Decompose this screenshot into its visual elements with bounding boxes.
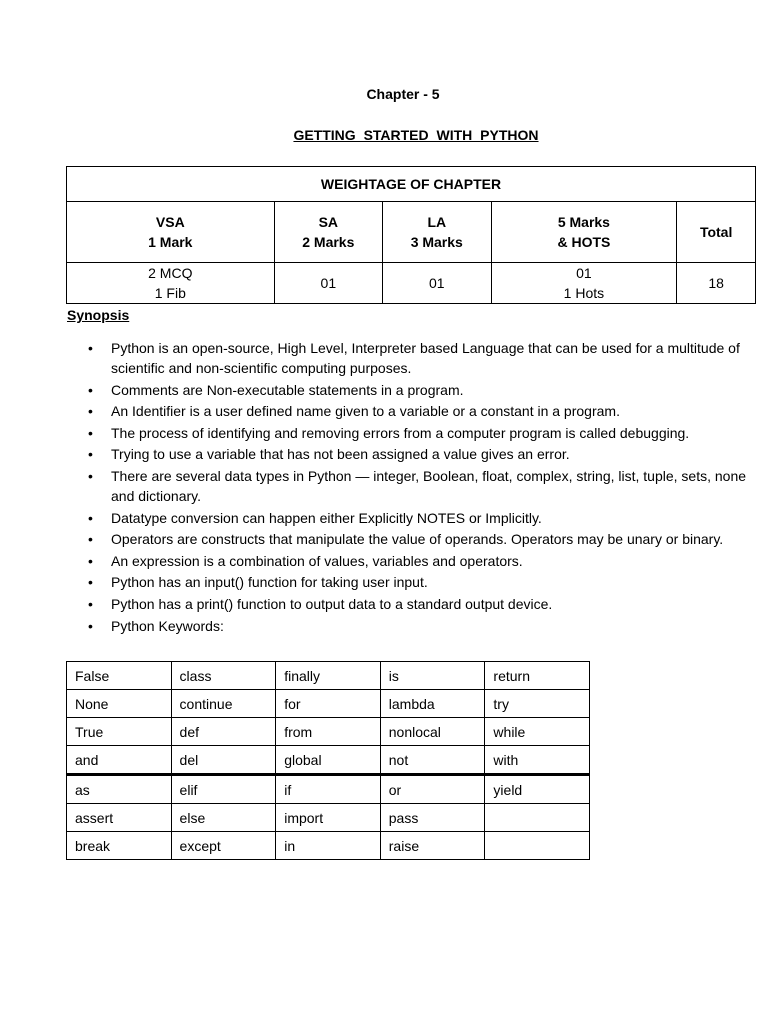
list-item bbox=[0, 338, 768, 378]
bullet-icon: • bbox=[88, 595, 93, 612]
weightage-val-sa: 01 bbox=[274, 263, 382, 304]
col-label: LA bbox=[427, 214, 447, 230]
table-row bbox=[67, 775, 590, 804]
bullet-icon: • bbox=[88, 424, 93, 441]
keyword-cell: as bbox=[67, 775, 172, 804]
list-item bbox=[0, 423, 768, 443]
weightage-col-hots bbox=[491, 202, 677, 263]
weightage-table bbox=[66, 166, 756, 304]
col-sublabel: 2 Marks bbox=[302, 234, 355, 250]
keyword-cell: class bbox=[171, 662, 276, 690]
keyword-cell: not bbox=[380, 746, 485, 775]
list-item-text: Datatype conversion can happen either Explicitly NOTES or Implicitly. bbox=[111, 509, 542, 526]
keyword-cell: global bbox=[276, 746, 381, 775]
bullet-icon: • bbox=[88, 381, 93, 398]
col-label: VSA bbox=[155, 214, 185, 230]
chapter-number: Chapter - 5 bbox=[366, 86, 440, 102]
weightage-col-la bbox=[383, 202, 491, 263]
list-item bbox=[0, 572, 768, 592]
weightage-col-sa bbox=[274, 202, 382, 263]
keyword-cell: and bbox=[67, 746, 172, 775]
list-item-text: Python is an open-source, High Level, Interpreter based Language that can be used for a multitude of scientific and non-scientific computing purposes. bbox=[111, 340, 740, 376]
list-item bbox=[0, 594, 768, 614]
keyword-cell: except bbox=[171, 832, 276, 860]
bullet-icon: • bbox=[88, 340, 93, 356]
bullet-icon: • bbox=[88, 574, 93, 591]
keyword-cell: try bbox=[485, 690, 590, 718]
list-item bbox=[0, 551, 768, 571]
table-row bbox=[67, 662, 590, 690]
keyword-cell: raise bbox=[380, 832, 485, 860]
keywords-table-body bbox=[67, 662, 590, 860]
val-line: 1 Hots bbox=[563, 285, 605, 301]
weightage-val-hots bbox=[491, 263, 677, 304]
col-label: Total bbox=[699, 224, 733, 240]
synopsis-heading: Synopsis bbox=[67, 307, 130, 323]
keyword-cell: nonlocal bbox=[380, 718, 485, 746]
weightage-heading: WEIGHTAGE OF CHAPTER bbox=[67, 167, 756, 202]
list-item-text: An expression is a combination of values, variables and operators. bbox=[111, 552, 523, 569]
keyword-cell: while bbox=[485, 718, 590, 746]
table-row bbox=[67, 804, 590, 832]
keyword-cell: lambda bbox=[380, 690, 485, 718]
bullet-icon: • bbox=[88, 446, 93, 463]
list-item bbox=[0, 529, 768, 549]
keyword-cell: with bbox=[485, 746, 590, 775]
keyword-cell: True bbox=[67, 718, 172, 746]
bullet-icon: • bbox=[88, 552, 93, 569]
keyword-cell: def bbox=[171, 718, 276, 746]
keyword-cell bbox=[485, 804, 590, 832]
list-item bbox=[0, 616, 768, 636]
keyword-cell: if bbox=[276, 775, 381, 804]
list-item-text: Operators are constructs that manipulate the value of operands. Operators may be unary or binary. bbox=[111, 531, 724, 548]
list-item-text: The process of identifying and removing errors from a computer program is called debugging. bbox=[111, 424, 690, 441]
keyword-cell: from bbox=[276, 718, 381, 746]
keyword-cell: finally bbox=[276, 662, 381, 690]
keyword-cell: else bbox=[171, 804, 276, 832]
bullet-icon: • bbox=[88, 617, 93, 634]
list-item-text: Python has an input() function for taking user input. bbox=[111, 574, 428, 591]
keyword-cell: for bbox=[276, 690, 381, 718]
weightage-col-vsa bbox=[67, 202, 275, 263]
col-sublabel: 1 Mark bbox=[148, 234, 193, 250]
keyword-cell: None bbox=[67, 690, 172, 718]
bullet-icon: • bbox=[88, 509, 93, 526]
weightage-val-la: 01 bbox=[383, 263, 491, 304]
keyword-cell: False bbox=[67, 662, 172, 690]
list-item-text: Comments are Non-executable statements in a program. bbox=[111, 381, 464, 398]
chapter-title-text: GETTING STARTED WITH PYTHON bbox=[293, 127, 539, 143]
keyword-cell: elif bbox=[171, 775, 276, 804]
list-item-text: Python Keywords: bbox=[111, 617, 224, 634]
bullet-icon: • bbox=[88, 403, 93, 420]
list-item-text: An Identifier is a user defined name given to a variable or a constant in a program. bbox=[111, 403, 620, 420]
list-item bbox=[0, 401, 768, 421]
synopsis-list bbox=[0, 338, 768, 637]
bullet-icon: • bbox=[88, 467, 93, 484]
keyword-cell: in bbox=[276, 832, 381, 860]
val-line: 1 Fib bbox=[154, 285, 186, 301]
list-item bbox=[0, 444, 768, 464]
keyword-cell: break bbox=[67, 832, 172, 860]
chapter-title bbox=[0, 127, 768, 143]
keyword-cell: yield bbox=[485, 775, 590, 804]
bullet-icon: • bbox=[88, 531, 93, 548]
table-row bbox=[67, 690, 590, 718]
keyword-cell bbox=[485, 832, 590, 860]
table-row bbox=[67, 832, 590, 860]
list-item-text: There are several data types in Python — integer, Boolean, float, complex, string, list, tuple, sets, none and dictionary. bbox=[111, 467, 747, 504]
val-line: 2 MCQ bbox=[148, 265, 193, 281]
keyword-cell: or bbox=[380, 775, 485, 804]
weightage-col-total bbox=[677, 202, 756, 263]
col-label: SA bbox=[318, 214, 339, 230]
weightage-val-vsa bbox=[67, 263, 275, 304]
col-sublabel: 3 Marks bbox=[410, 234, 463, 250]
list-item bbox=[0, 508, 768, 528]
keyword-cell: pass bbox=[380, 804, 485, 832]
keyword-cell: assert bbox=[67, 804, 172, 832]
list-item-text: Trying to use a variable that has not been assigned a value gives an error. bbox=[111, 446, 570, 463]
table-row bbox=[67, 746, 590, 775]
keyword-cell: del bbox=[171, 746, 276, 775]
keyword-cell: import bbox=[276, 804, 381, 832]
col-label: 5 Marks bbox=[557, 214, 610, 230]
list-item bbox=[0, 466, 768, 506]
col-sublabel: & HOTS bbox=[557, 234, 611, 250]
keyword-cell: continue bbox=[171, 690, 276, 718]
keyword-cell: is bbox=[380, 662, 485, 690]
list-item-text: Python has a print() function to output data to a standard output device. bbox=[111, 595, 553, 612]
val-line: 01 bbox=[576, 265, 592, 281]
list-item bbox=[0, 380, 768, 400]
keywords-table bbox=[66, 661, 590, 860]
keyword-cell: return bbox=[485, 662, 590, 690]
weightage-val-total: 18 bbox=[677, 263, 756, 304]
table-row bbox=[67, 718, 590, 746]
